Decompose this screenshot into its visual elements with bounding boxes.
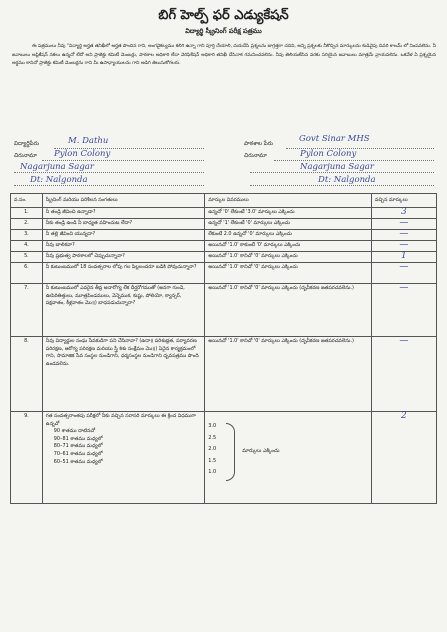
grade-band: 80–71 శాతము మధ్యలో	[53, 443, 103, 450]
brace-icon	[226, 423, 235, 481]
table-row: 9. గత సంవత్సరాంతపు పరీక్షలో నీకు వచ్చిన సరాసరి మార్కులు ఈ క్రింద విధముగా ఉన్నచో 90 శాతము దాటినచో 90–81 శాతము మధ్యలో 80–71 శాతము మధ్యలో 70–61 శాతము మధ్యలో 60–51 శాతము మధ్యలో 3.0 2.5 2.0 1.5 1.0 మార్కులు ఎక్కించు 2	[11, 412, 437, 504]
student-address-line1[interactable]: Pylon Colony	[54, 149, 111, 159]
table-row: 6. నీ కుటుంబములో 18 సంవత్సరాల లోపు గల పిల్లలందరూ బడికి పోవుచున్నారా? అయినచో '1.0' కానిచో '0' మార్కులు ఎక్కించు —	[11, 263, 437, 284]
school-address-underline1	[274, 160, 434, 161]
grade-mark: 2.0	[208, 446, 217, 452]
school-address-label: చిరునామా	[244, 153, 267, 159]
page-subtitle: విద్యార్థి స్క్రీనింగ్ పరీక్ష పత్రము	[185, 27, 262, 35]
header-question: స్క్రీనింగ్ మరియు పరిశీలన సంగతులు	[42, 194, 204, 208]
grade-mark: 1.0	[208, 469, 217, 475]
student-address-underline2	[14, 172, 204, 173]
school-address-line1[interactable]: Pylon Colony	[300, 149, 357, 159]
student-address-underline3	[14, 185, 204, 186]
table-row: 4. నీవు బాలికవా? అయినచో '1.0' కాకుంటే '0' మార్కులు ఎక్కించు —	[11, 241, 437, 252]
student-address-line3[interactable]: Dt: Nalgonda	[30, 175, 88, 185]
grade-band-list	[46, 428, 201, 466]
grade-band: 60–51 శాతము మధ్యలో	[53, 458, 103, 465]
student-address-underline1	[42, 160, 204, 161]
student-address-line2[interactable]: Nagarjuna Sagar	[20, 162, 94, 172]
grade-mark: 1.5	[208, 457, 217, 464]
page-title: బిగ్ హెల్ప్ ఫర్ ఎడ్యుకేషన్	[158, 8, 289, 23]
marks-obtained-cell[interactable]: 3	[371, 208, 436, 219]
marks-instruction: మార్కులు ఎక్కించు	[242, 448, 280, 454]
table-row: 7. నీ కుటుంబములో ఎవరైన తీవ్ర అనారోగ్య లేక దీర్ఘరోగముతో (అనగా గుండె, ఊపిరితిత్తులు, మూత్రపిండములు, వెన్నెముక, కుష్టు, పోలియో, క్యాన్సర్, పక్షవాతం, కీళ్లవాతం మొ॥) బాధపడుచున్నారా? అయినచో '1.0' కానిచో '0' మార్కులు ఎక్కించు (దృవీకరణ జతపరచవలెను.) —	[11, 284, 437, 337]
marks-obtained-cell[interactable]: —	[371, 241, 436, 252]
header-marks-detail: మార్కుల వివరములు	[205, 194, 372, 208]
marks-obtained-cell[interactable]: 2	[371, 412, 436, 504]
marks-obtained-cell[interactable]: —	[371, 337, 436, 412]
table-header-row	[11, 194, 437, 208]
grade-mark: 3.0	[208, 423, 217, 429]
school-address-underline3	[250, 185, 434, 186]
table-row: 8. నీవు విద్యార్థుల సంఘ సేవకుడిగా పని చేసినావా? (ఉదా॥ పరిశుభ్రత, పర్యావరణ పరిరక్షణ, ఆరోగ్య పరిరక్షణ మరియు స్త్రీ శిశు సంక్షేమం మొ॥) ఏదైన కార్యక్రమంలో గాని, సామాజిక సేవ సంస్థల నుండిగాని, ధర్మసంస్థల నుండిగాని ధృవపత్రము పొంది ఉండవలెను. అయినచో '1.0' కానిచో '0' మార్కులు ఎక్కించు (దృవీకరణ జతపరచవలెను.) —	[11, 337, 437, 412]
screening-table	[10, 193, 437, 504]
grade-band: 90 శాతము దాటినచో	[53, 428, 96, 435]
marks-obtained-cell[interactable]: —	[371, 219, 436, 230]
school-address-line3[interactable]: Dt: Nalgonda	[318, 175, 376, 185]
header-marks-obtained: వచ్చిన మార్కులు	[371, 194, 436, 208]
table-row: 3. నీ తల్లి జీవించి యున్నదా? లేకుంటే 2.0 ఉన్నచో '0' మార్కులు ఎక్కించు —	[11, 230, 437, 241]
marks-obtained-cell[interactable]: —	[371, 263, 436, 284]
table-row: 2. నీకు తండ్రి ఉండి నీ బాధ్యత వహించుట లేదా? ఉన్నచో '1' లేకుంటే '0' మార్కులు ఎక్కించు —	[11, 219, 437, 230]
grade-mark: 2.5	[208, 434, 217, 441]
instructions-paragraph: ఈ పత్రములు నీవు "విద్యార్థి అర్హత తనిఖీలో అర్హత పొందిన గాని, అంగవైకల్యము కలిగి ఉన్నా గాని పూర్తి చేయాలి, దయచేసి ప్రశ్నలను జాగ్రత్తగా చదివి, అన్ని ప్రశ్నలకు నీకొచ్చిన మార్కులను కుడివైపు చివరి కాలమ్ లో నింపవలెను. నీ జవాబులు అప్లికేషన్ నకలు ఉన్నచో లేదో అని ప్రాజెక్టు కమిటీ మెంబర్లు, పాఠశాల అధికారి లేదా వెరిఫికేషన్ అధికారి తనిఖీ చేసినాక గమనించవలెను. నీవు తెలియజేసిన వరకు సరియైన జవాబులు మాత్రమే వ్రాయవలెను. ఒకవేళ ఏ ప్రశ్నయైన అర్థము కానిచో ప్రాజెక్టు కమిటీ మెంబర్లను గాని మీ ఉపాధ్యాయులను గాని అడిగి తెలుసుకోగలరు.	[12, 44, 436, 67]
school-name-label: పాఠశాల పేరు	[244, 141, 273, 147]
marks-obtained-cell[interactable]: —	[371, 230, 436, 241]
header-serial: వ.సం.	[11, 194, 43, 208]
table-row: 5. నీవు ప్రభుత్వ పాఠశాలలో చెప్పుచున్నావా? అయినచో '1.0' కానిచో '0' మార్కులు ఎక్కించు 1	[11, 252, 437, 263]
marks-obtained-cell[interactable]: —	[371, 284, 436, 337]
grade-band: 70–61 శాతము మధ్యలో	[53, 450, 103, 457]
marks-obtained-cell[interactable]: 1	[371, 252, 436, 263]
school-name-value[interactable]: Govt Sinar MHS	[299, 134, 370, 144]
grade-band: 90–81 శాతము మధ్యలో	[53, 435, 103, 442]
school-address-underline2	[250, 172, 434, 173]
student-name-value[interactable]: M. Dathu	[68, 136, 109, 146]
school-address-line2[interactable]: Nagarjuna Sagar	[300, 162, 374, 172]
student-address-label: చిరునామా	[14, 153, 37, 159]
student-name-label: విద్యార్థిపేరు	[14, 141, 39, 147]
grade-marks-list	[208, 421, 216, 479]
table-row: 1. నీ తండ్రి జీవించి ఉన్నాడా? ఉన్నచో '0' లేకుంటే '3.0' మార్కులు ఎక్కించు 3	[11, 208, 437, 219]
